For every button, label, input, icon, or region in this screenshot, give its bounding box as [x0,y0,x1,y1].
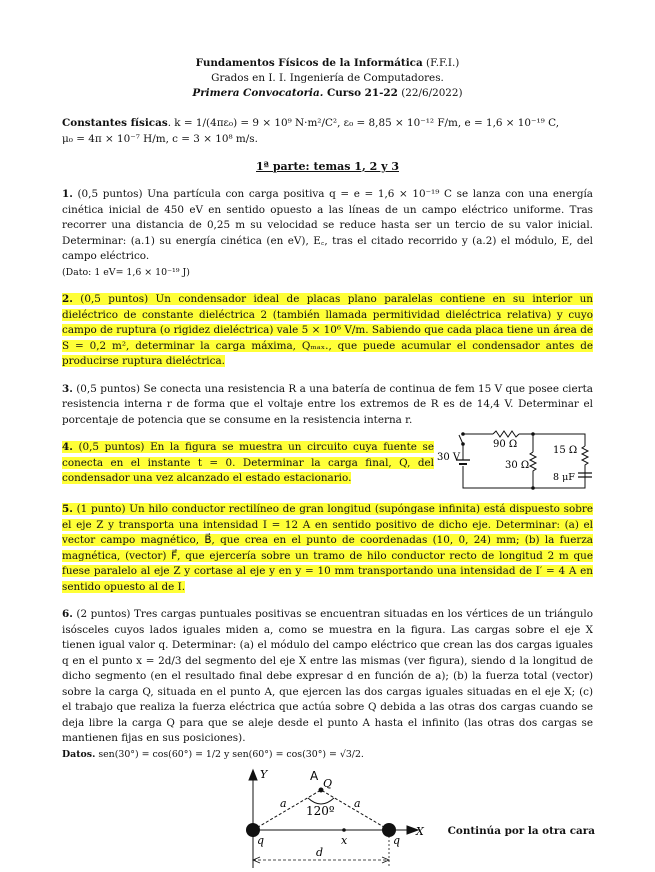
problem-1 [62,187,593,280]
course-year: Curso 21-22 [323,87,398,99]
problem-2-text: (0,5 puntos) Un condensador ideal de placas plano paralelas contiene en su interior un dieléctrico de constante dieléctrica 2 (también llamada permitividad dieléctrica relativa) y cuyo campo de ruptura (o rigidez dieléctrica) vale 5 × 10⁶ V/m. Sabiendo que cada placa tiene un área de S = 0,2 m², determinar la carga máxima, Qₘₐₓ., que puede acumular el condensador antes de producirse ruptura dieléctrica. [62,293,593,367]
angle-label: 120º [306,804,335,818]
constants-line-2: μ₀ = 4π × 10⁻⁷ H/m, c = 3 × 10⁸ m/s. [62,133,258,145]
problem-4-number: 4. [62,441,73,453]
problem-5-number: 5. [62,503,73,515]
charge-Q-label: Q [323,777,333,790]
exam-header [62,56,593,101]
problem-2-number: 2. [62,293,73,305]
problem-6-number: 6. [62,608,73,620]
problem-6-data: sen(30°) = cos(60°) = 1/2 y sen(60°) = cos(30°) = √3/2. [95,748,364,760]
problem-3-text: (0,5 puntos) Se conecta una resistencia R a una batería de continua de fem 15 V que posee cierta resistencia interna r de forma que el voltaje entre los extremos de R es de 14,4 V. Determinar el porcentaje de potencia que se consume en la resistencia interna r. [62,382,593,426]
problem-3 [62,382,593,429]
footer-note: Continúa por la otra cara [447,825,595,837]
problem-3-number: 3. [62,382,73,395]
constants-line-1: . k = 1/(4πε₀) = 9 × 10⁹ N·m²/C², ε₀ = 8,85 × 10⁻¹² F/m, e = 1,6 × 10⁻¹⁹ C, [167,117,560,129]
base-label: d [316,846,324,859]
side-left-label: a [280,797,287,810]
circuit-diagram [437,430,593,490]
problem-4 [62,440,593,490]
problem-6-data-label: Datos. [62,748,96,760]
course-abbrev: (F.F.I.) [422,57,460,69]
charge-q-right-label: q [393,834,401,847]
physical-constants [62,115,593,147]
point-a-label: A [310,769,319,783]
resistor-30-ohm [530,452,536,488]
point-x [342,828,346,832]
convocatoria-label: Primera Convocatoria. [192,87,324,99]
part-title: 1ª parte: temas 1, 2 y 3 [256,160,399,173]
exam-page [62,56,593,872]
r-mid-label: 30 Ω [505,460,530,471]
degree-line: Grados en I. I. Ingeniería de Computadores. [211,72,444,84]
y-axis-label: Y [260,768,268,781]
r-top-label: 90 Ω [493,439,518,450]
exam-date: (22/6/2022) [397,87,463,99]
side-right-label: a [354,797,361,810]
triangle-diagram [230,766,430,872]
problem-1-number: 1. [62,188,73,200]
problem-6-text: (2 puntos) Tres cargas puntuales positivas se encuentran situadas en los vértices de un triángulo isósceles cuyos lados iguales miden a, como se muestra en la figura. Las cargas sobre el eje X tienen igual valor q. Determinar: (a) el módulo del campo eléctrico que crean las dos cargas iguales q en el punto x = 2d/3 del segmento del eje X entre las mismas (ver figura), siendo d la longitud de dicho segmento (en el resultado final debe expresar d en función de a); (b) la fuerza total (vector) sobre la carga Q, situada en el punto A, que ejercen las dos cargas iguales situadas en el eje X; (c) el trabajo que realiza la fuerza eléctrica que actúa sobre Q debida a las otras dos cargas cuando se deja libre la carga Q para que se aleje desde el punto A hasta el infinito (las otras dos cargas se mantienen fijas en sus posiciones). [62,608,593,744]
problem-1-data: (Dato: 1 eV= 1,6 × 10⁻¹⁹ J) [62,266,190,278]
problem-6 [62,607,593,762]
resistor-90-ohm [493,431,519,437]
charge-q-left-label: q [257,834,265,847]
constants-label: Constantes físicas [62,117,168,129]
source-label: 30 V [437,452,461,463]
problem-5-text: (1 punto) Un hilo conductor rectilíneo de gran longitud (supóngase infinita) está dispuesto sobre el eje Z y transporta una intensidad I = 12 A en sentido positivo de dicho eje. Determinar: (a) el vector campo magnético, B⃗, que crea en el punto de coordenadas (10, 0, 24) mm; (b) la fuerza magnética, (vector) F⃗, que ejercería sobre un tramo de hilo conductor recto de longitud 2 m que fuese paralelo al eje Z y cortase al eje y en y = 10 mm transportando una intensidad de I′ = 4 A en sentido opuesto al de I. [62,503,593,593]
r-right-label: 15 Ω [553,445,578,456]
problem-2 [62,292,593,370]
problem-1-text: (0,5 puntos) Una partícula con carga positiva q = e = 1,6 × 10⁻¹⁹ C se lanza con una energía cinética inicial de 450 eV en sentido opuesto a las líneas de un campo eléctrico uniforme. Tras recorrer una distancia de 0,25 m su velocidad se reduce hasta ser un tercio de su valor inicial. Determinar: (a.1) su energía cinética (en eV), E꜀, tras el citado recorrido y (a.2) el módulo, E, del campo eléctrico. [62,188,593,262]
problem-5 [62,502,593,595]
course-title: Fundamentos Físicos de la Informática [195,57,423,69]
point-x-label: x [341,834,348,847]
problem-4-text: (0,5 puntos) En la figura se muestra un circuito cuya fuente se conecta en el instante t = 0. Determinar la carga final, Q, del condensador una vez alcanzado el estado estacionario. [62,441,434,484]
cap-label: 8 μF [553,472,575,483]
x-axis-label: X [416,825,424,838]
